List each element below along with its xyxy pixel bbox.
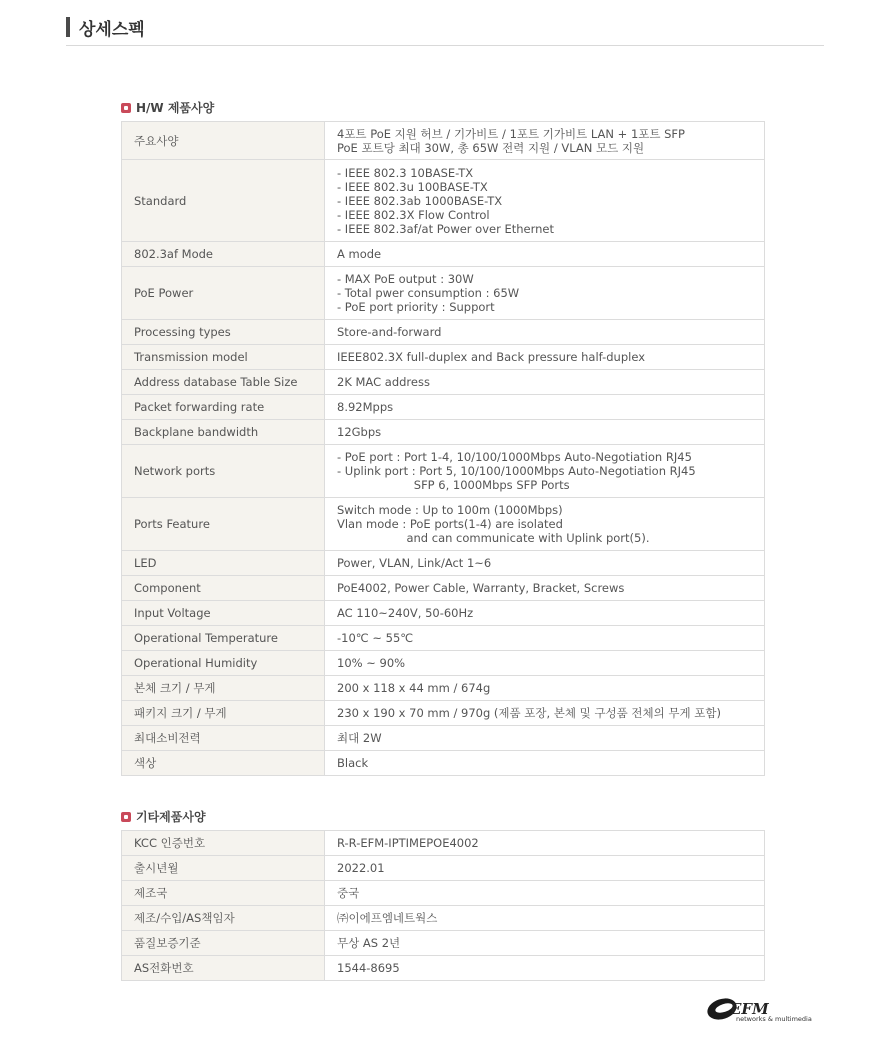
spec-key: Backplane bandwidth (122, 420, 325, 445)
spec-key: 802.3af Mode (122, 242, 325, 267)
table-row (122, 601, 765, 626)
table-row (122, 676, 765, 701)
spec-value: 중국 (325, 881, 765, 906)
spec-key: 최대소비전력 (122, 726, 325, 751)
table-row (122, 267, 765, 320)
spec-value: 4포트 PoE 지원 허브 / 기가비트 / 1포트 기가비트 LAN + 1포트 SFP PoE 포트당 최대 30W, 총 65W 전력 지원 / VLAN 모드 지원 (325, 122, 765, 160)
table-row (122, 881, 765, 906)
logo-subtitle: networks & multimedia (736, 1015, 812, 1023)
spec-key: Packet forwarding rate (122, 395, 325, 420)
spec-key: 출시년월 (122, 856, 325, 881)
spec-value: 8.92Mpps (325, 395, 765, 420)
spec-value: - PoE port : Port 1-4, 10/100/1000Mbps Auto-Negotiation RJ45 - Uplink port : Port 5, 10/100/1000Mbps Auto-Negotiation RJ45 SFP 6, 1000Mbps SFP Ports (325, 445, 765, 498)
spec-value: 200 x 118 x 44 mm / 674g (325, 676, 765, 701)
table-row (122, 370, 765, 395)
table-row (122, 160, 765, 242)
spec-value: Black (325, 751, 765, 776)
hw-section-title (121, 100, 214, 116)
page-title: 상세스펙 (79, 20, 145, 40)
spec-key: AS전화번호 (122, 956, 325, 981)
table-row (122, 956, 765, 981)
spec-value: 2K MAC address (325, 370, 765, 395)
table-row (122, 651, 765, 676)
page-header (66, 14, 824, 46)
spec-value: IEEE802.3X full-duplex and Back pressure half-duplex (325, 345, 765, 370)
spec-value: Power, VLAN, Link/Act 1~6 (325, 551, 765, 576)
spec-key: Address database Table Size (122, 370, 325, 395)
spec-key: 색상 (122, 751, 325, 776)
spec-value: - MAX PoE output : 30W - Total pwer consumption : 65W - PoE port priority : Support (325, 267, 765, 320)
spec-key: Standard (122, 160, 325, 242)
table-row (122, 831, 765, 856)
spec-value: Store-and-forward (325, 320, 765, 345)
etc-section-title (121, 809, 206, 825)
spec-key: PoE Power (122, 267, 325, 320)
table-row (122, 445, 765, 498)
spec-value: 최대 2W (325, 726, 765, 751)
header-accent-bar (66, 17, 70, 37)
efm-logo (706, 996, 816, 1026)
table-row (122, 242, 765, 267)
table-row (122, 576, 765, 601)
spec-key: Transmission model (122, 345, 325, 370)
table-row (122, 626, 765, 651)
spec-key: Processing types (122, 320, 325, 345)
spec-value: AC 110~240V, 50-60Hz (325, 601, 765, 626)
table-row (122, 498, 765, 551)
etc-section-title-text: 기타제품사양 (136, 810, 206, 824)
table-row (122, 122, 765, 160)
spec-key: 패키지 크기 / 무게 (122, 701, 325, 726)
spec-value: 1544-8695 (325, 956, 765, 981)
spec-value: 무상 AS 2년 (325, 931, 765, 956)
logo-mark: EFM (730, 1000, 769, 1018)
table-row (122, 420, 765, 445)
spec-value: 10% ~ 90% (325, 651, 765, 676)
section-bullet-icon (121, 812, 131, 822)
spec-key: KCC 인증번호 (122, 831, 325, 856)
table-row (122, 906, 765, 931)
table-row (122, 751, 765, 776)
table-row (122, 395, 765, 420)
spec-key: 품질보증기준 (122, 931, 325, 956)
table-row (122, 320, 765, 345)
table-row (122, 856, 765, 881)
spec-value: Switch mode : Up to 100m (1000Mbps) Vlan mode : PoE ports(1-4) are isolated and can communicate with Uplink port(5). (325, 498, 765, 551)
spec-key: Ports Feature (122, 498, 325, 551)
etc-spec-table (121, 830, 765, 981)
section-bullet-icon (121, 103, 131, 113)
spec-value: 230 x 190 x 70 mm / 970g (제품 포장, 본체 및 구성품 전체의 무게 포함) (325, 701, 765, 726)
spec-key: Network ports (122, 445, 325, 498)
spec-key: Operational Temperature (122, 626, 325, 651)
table-row (122, 345, 765, 370)
spec-value: ㈜이에프엠네트웍스 (325, 906, 765, 931)
spec-value: 2022.01 (325, 856, 765, 881)
spec-key: Component (122, 576, 325, 601)
spec-key: Operational Humidity (122, 651, 325, 676)
spec-value: -10℃ ~ 55℃ (325, 626, 765, 651)
spec-value: PoE4002, Power Cable, Warranty, Bracket, Screws (325, 576, 765, 601)
hw-spec-table (121, 121, 765, 776)
spec-key: LED (122, 551, 325, 576)
spec-key: 주요사양 (122, 122, 325, 160)
table-row (122, 551, 765, 576)
spec-key: 제조/수입/AS책임자 (122, 906, 325, 931)
spec-value: R-R-EFM-IPTIMEPOE4002 (325, 831, 765, 856)
spec-value: - IEEE 802.3 10BASE-TX - IEEE 802.3u 100BASE-TX - IEEE 802.3ab 1000BASE-TX - IEEE 802.3X Flow Control - IEEE 802.3af/at Power over Ethernet (325, 160, 765, 242)
spec-key: 본체 크기 / 무게 (122, 676, 325, 701)
spec-value: 12Gbps (325, 420, 765, 445)
spec-key: 제조국 (122, 881, 325, 906)
table-row (122, 701, 765, 726)
table-row (122, 726, 765, 751)
spec-value: A mode (325, 242, 765, 267)
table-row (122, 931, 765, 956)
spec-key: Input Voltage (122, 601, 325, 626)
hw-section-title-text: H/W 제품사양 (136, 101, 215, 115)
